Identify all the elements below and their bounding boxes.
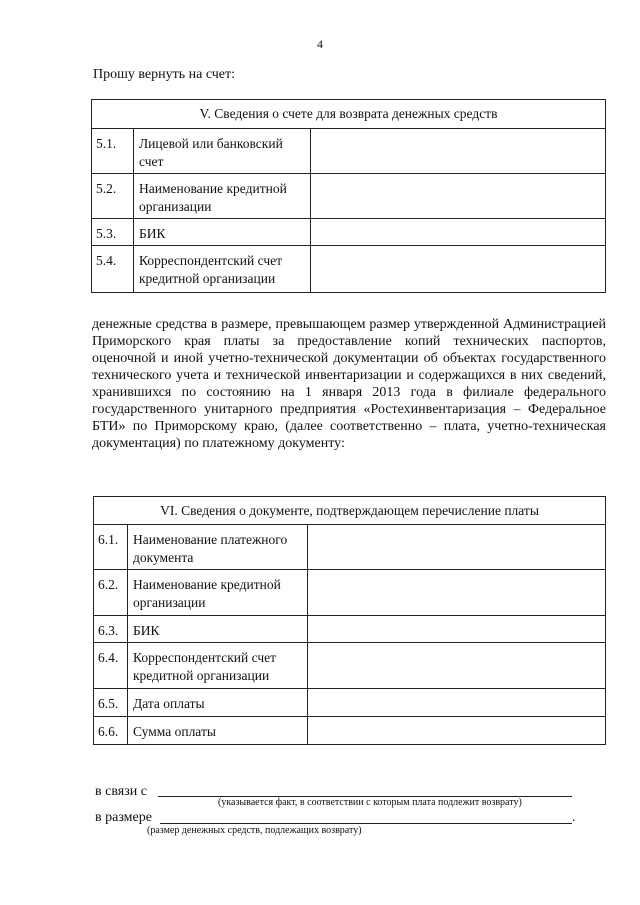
payment-date-field[interactable] xyxy=(308,689,606,717)
refund-paragraph: денежные средства в размере, превышающем размер утвержденной Администрацией Приморского края платы за предоставление копий технических паспортов, оценочной и иной учетно-технической документации об объектах государственного технического учета и технической инвентаризации и содержащихся в них сведений, хранившихся по состоянию на 1 января 2013 года в филиале федерального государственного унитарного предприятия «Ростехинвентаризация – Федеральное БТИ» по Приморскому краю, (далее соответственно – плата, учетно-техническая документация) по платежному документу: xyxy=(92,317,606,451)
amount-hint: (размер денежных средств, подлежащих возврату) xyxy=(147,825,362,836)
amount-input-line[interactable] xyxy=(160,823,572,824)
row-label: Сумма оплаты xyxy=(128,717,308,745)
amount-trailing-dot: . xyxy=(572,810,576,825)
table-row xyxy=(94,616,606,643)
table-row xyxy=(92,174,606,219)
row-label: Наименование кредитной организации xyxy=(134,174,311,219)
page-number: 4 xyxy=(317,37,323,51)
bank-name-field[interactable] xyxy=(311,174,606,219)
row-label: Наименование платежного документа xyxy=(128,525,308,570)
row-label: Корреспондентский счет кредитной организации xyxy=(128,643,308,689)
payment-amount-field[interactable] xyxy=(308,717,606,745)
payment-doc-name-field[interactable] xyxy=(308,525,606,570)
reason-hint: (указывается факт, в соответствии с которым плата подлежит возврату) xyxy=(218,797,522,808)
table-row xyxy=(94,717,606,745)
account-details-table xyxy=(91,99,606,293)
row-number: 6.1. xyxy=(94,525,128,570)
account-number-field[interactable] xyxy=(311,129,606,174)
table-row xyxy=(94,689,606,717)
bik-field[interactable] xyxy=(311,219,606,246)
row-number: 6.3. xyxy=(94,616,128,643)
row-label: Корреспондентский счет кредитной организации xyxy=(134,246,311,293)
table-row xyxy=(92,219,606,246)
row-number: 5.2. xyxy=(92,174,134,219)
table-row xyxy=(92,129,606,174)
row-number: 6.6. xyxy=(94,717,128,745)
row-number: 5.1. xyxy=(92,129,134,174)
row-number: 6.4. xyxy=(94,643,128,689)
row-label: Наименование кредитной организации xyxy=(128,570,308,616)
row-number: 6.2. xyxy=(94,570,128,616)
table-row xyxy=(92,246,606,293)
payment-bik-field[interactable] xyxy=(308,616,606,643)
amount-label: в размере xyxy=(95,810,152,825)
intro-text: Прошу вернуть на счет: xyxy=(93,67,236,82)
payment-bank-name-field[interactable] xyxy=(308,570,606,616)
reason-label: в связи с xyxy=(95,784,147,799)
row-label: БИК xyxy=(128,616,308,643)
payment-document-table xyxy=(93,496,606,745)
section5-title: V. Сведения о счете для возврата денежных средств xyxy=(92,100,606,129)
table-row xyxy=(94,570,606,616)
row-label: Дата оплаты xyxy=(128,689,308,717)
table-row xyxy=(94,525,606,570)
section6-title: VI. Сведения о документе, подтверждающем перечисление платы xyxy=(94,497,606,525)
table-row xyxy=(94,643,606,689)
row-number: 5.3. xyxy=(92,219,134,246)
row-number: 6.5. xyxy=(94,689,128,717)
corr-account-field[interactable] xyxy=(311,246,606,293)
payment-corr-account-field[interactable] xyxy=(308,643,606,689)
row-label: БИК xyxy=(134,219,311,246)
row-label: Лицевой или банковский счет xyxy=(134,129,311,174)
row-number: 5.4. xyxy=(92,246,134,293)
